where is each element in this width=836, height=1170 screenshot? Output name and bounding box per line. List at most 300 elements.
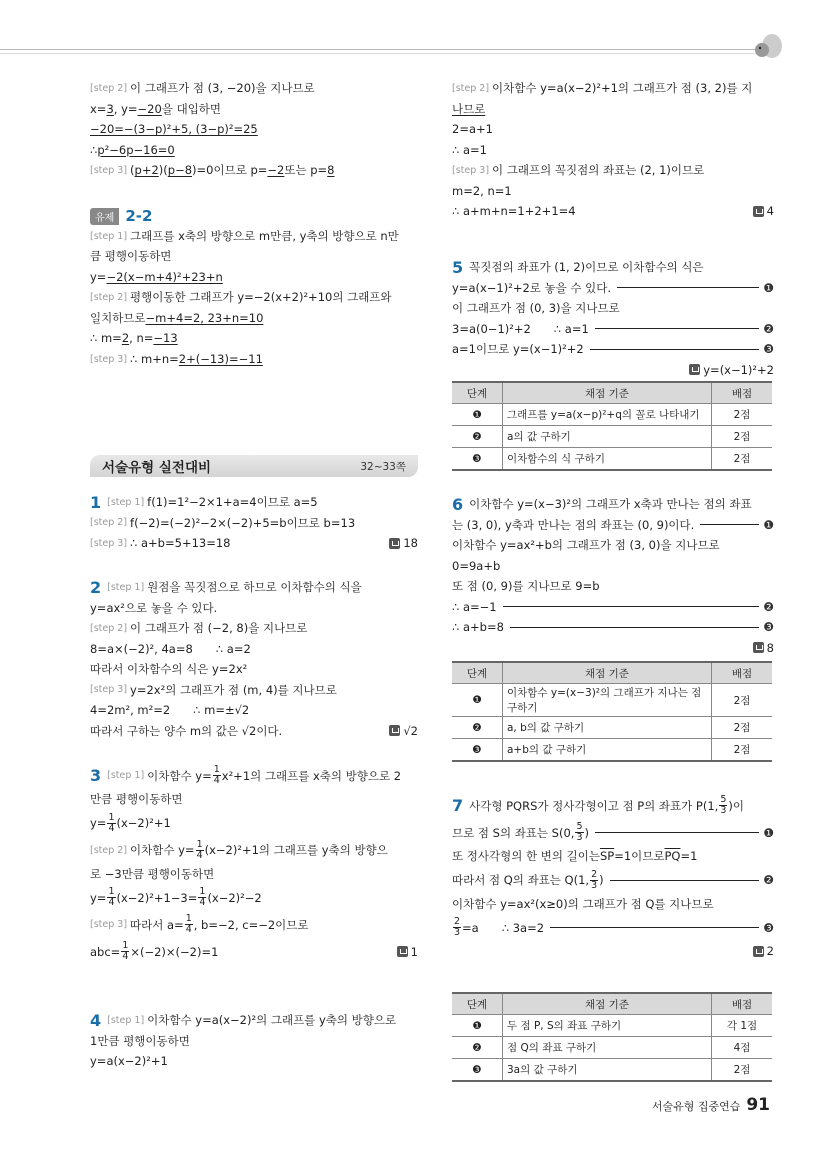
- underlined-text: −2(x−m+4)²+23+n: [106, 269, 223, 284]
- step-cell: ❸: [452, 1059, 503, 1082]
- text-line: [452, 278, 774, 299]
- criteria-cell: 두 점 P, S의 좌표 구하기: [503, 1015, 712, 1037]
- text: abc=: [90, 944, 121, 959]
- points-cell: 2점: [712, 404, 773, 426]
- text-line: [452, 867, 774, 894]
- problem-number: 6: [452, 494, 464, 514]
- fraction: [107, 813, 115, 834]
- text: 큼 평행이동하면: [90, 249, 172, 263]
- answer-icon: [753, 946, 764, 957]
- leader-line: [590, 349, 760, 350]
- text: y=: [90, 816, 107, 830]
- underlined-text: 나므로: [452, 101, 486, 116]
- denominator: 3: [576, 832, 583, 843]
- text-line: [90, 349, 418, 370]
- criteria-cell: a+b의 값 구하기: [503, 739, 712, 762]
- criteria-cell: 이차함수 y=(x−3)²의 그래프가 지나는 점 구하기: [503, 684, 712, 717]
- text: y=a(x−1)²+2로 놓을 수 있다.: [452, 280, 612, 295]
- underlined-text: p−8: [167, 163, 193, 178]
- step-label: [step 2]: [90, 517, 128, 529]
- problem-4: [90, 1010, 418, 1072]
- fraction: [198, 887, 206, 908]
- text: , y=: [113, 101, 138, 116]
- text: ∴: [90, 142, 98, 157]
- top-rule-inner: [0, 53, 760, 54]
- text: =a ∴ 3a=2: [462, 920, 545, 935]
- points-cell: 2점: [712, 684, 773, 717]
- points-cell: 2점: [712, 448, 773, 471]
- answer-icon: [389, 538, 400, 549]
- text: 로 −3만큼 평행이동하면: [90, 866, 215, 881]
- text: f(1)=1²−2×1+a=4이므로 a=5: [147, 495, 318, 510]
- underlined-text: p+2: [134, 163, 159, 178]
- underlined-text: 2: [121, 331, 130, 345]
- text: 또 정사각형의 한 변의 길이는: [452, 849, 600, 864]
- text: 이 그래프가 점 (−2, 8)을 지나므로: [130, 621, 308, 636]
- answer: [389, 536, 418, 550]
- text-line: [452, 792, 774, 819]
- table-header-row: [452, 993, 772, 1015]
- text: m=2, n=1: [452, 183, 512, 198]
- leader-line: [595, 832, 759, 833]
- leader-line: [700, 524, 759, 525]
- points-cell: 각 1점: [712, 1015, 773, 1037]
- text: y=: [90, 269, 107, 284]
- step-marker: ❷: [763, 873, 774, 887]
- text-line: [452, 360, 774, 381]
- text: 따라서 이차함수의 식은 y=2x²: [90, 662, 248, 677]
- denominator: 3: [454, 927, 461, 938]
- numerator: 1: [185, 913, 192, 924]
- fraction: [575, 822, 583, 843]
- leader-line: [510, 627, 759, 628]
- problem-number: 4: [90, 1010, 102, 1030]
- table-header-row: [452, 382, 772, 404]
- yuje-header: [90, 206, 418, 226]
- text: 3=a(0−1)²+2 ∴ a=1: [452, 321, 589, 336]
- leader-line: [617, 287, 759, 288]
- text-line: [452, 140, 774, 161]
- text-line: [452, 914, 774, 941]
- answer-icon: [689, 364, 700, 375]
- text: ∴ a+b=5+13=18: [130, 536, 231, 551]
- text-line: [452, 494, 774, 515]
- text-line: [90, 99, 418, 120]
- text-line: [90, 810, 418, 837]
- answer-icon: [753, 642, 764, 653]
- text: ∴ a=1: [452, 142, 487, 157]
- step-label: [step 2]: [90, 844, 128, 856]
- text-line: [90, 911, 418, 938]
- text-line: [90, 762, 418, 789]
- answer: [753, 944, 774, 958]
- step-marker: ❸: [763, 342, 774, 357]
- text: 원점을 꼭짓점으로 하므로 이차함수의 식을: [147, 580, 362, 595]
- step-cell: ❸: [452, 739, 503, 762]
- text-line: [90, 247, 418, 268]
- criteria-cell: 3a의 값 구하기: [503, 1059, 712, 1082]
- problem-1: [90, 492, 418, 554]
- fraction: [121, 941, 129, 962]
- problem-number: 5: [452, 257, 464, 277]
- answer-value: 2: [766, 944, 774, 959]
- text: ): [599, 873, 604, 887]
- text: y=a(x−2)²+1: [90, 1054, 168, 1069]
- column-header: 단계: [452, 662, 503, 684]
- text-line: [90, 1031, 418, 1052]
- scoring-table-7: [452, 992, 772, 1082]
- step-label: [step 1]: [107, 770, 145, 781]
- text-line: [452, 894, 774, 915]
- problem-number: 7: [452, 796, 464, 815]
- text: (x−2)²+1의 그래프를 y축의 방향으: [204, 843, 388, 857]
- text-line: [452, 99, 774, 120]
- answer-value: 18: [403, 536, 418, 551]
- text-line: [90, 119, 418, 140]
- step-marker: ❷: [763, 599, 774, 614]
- step-label: [step 1]: [107, 496, 145, 508]
- text: 꼭짓점의 좌표가 (1, 2)이므로 이차함수의 식은: [469, 260, 704, 275]
- column-header: 단계: [452, 993, 503, 1015]
- underlined-text: 2+(−13)=−11: [178, 351, 263, 366]
- step-label: [step 2]: [90, 292, 128, 303]
- yuje-block: [90, 206, 418, 370]
- problem-6: [452, 494, 774, 658]
- yuje-number: 2-2: [125, 207, 153, 225]
- text-line: [90, 1051, 418, 1072]
- problem-number: 3: [90, 766, 102, 785]
- text: f(−2)=(−2)²−2×(−2)+5=b이므로 b=13: [130, 515, 356, 530]
- criteria-cell: 그래프를 y=a(x−p)²+q의 꼴로 나타내기: [503, 404, 712, 426]
- text: 므로 점 S의 좌표는 S(0,: [452, 825, 575, 840]
- answer: [397, 945, 418, 959]
- text: ∴ a+m+n=1+2+1=4: [452, 204, 576, 219]
- text-line: [90, 680, 418, 701]
- denominator: 4: [108, 897, 115, 908]
- text: 이 그래프의 꼭짓점의 좌표는 (2, 1)이므로: [492, 163, 705, 178]
- text: 사각형 PQRS가 정사각형이고 점 P의 좌표가 P(1,: [469, 798, 719, 813]
- column-header: 배점: [712, 993, 773, 1015]
- step-label: [step 2]: [452, 82, 490, 94]
- text-line: [90, 288, 418, 309]
- step-cell: ❶: [452, 404, 503, 426]
- text-line: [452, 819, 774, 846]
- points-cell: 2점: [712, 739, 773, 762]
- text-line: [452, 257, 774, 278]
- text: 이 그래프가 점 (3, −20)을 지나므로: [130, 81, 315, 96]
- text: 이차함수 y=: [147, 768, 212, 783]
- text-line: [90, 938, 418, 965]
- problem-5: [452, 257, 774, 380]
- underlined-text: −m+4=2, 23+n=10: [145, 310, 264, 325]
- text: y=: [90, 890, 107, 905]
- numerator: 1: [122, 940, 129, 951]
- points-cell: 2점: [712, 426, 773, 448]
- text: 이차함수 y=ax²+b의 그래프가 점 (3, 0)을 지나므로: [452, 538, 720, 553]
- yuje-lines: [90, 226, 418, 370]
- answer: [753, 204, 774, 218]
- fraction: [453, 917, 461, 938]
- text-line: [452, 846, 774, 867]
- step-label: [step 3]: [90, 919, 128, 930]
- text: 이차함수 y=a(x−2)²+1의 그래프가 점 (3, 2)를 지: [492, 81, 753, 96]
- criteria-cell: 이차함수의 식 구하기: [503, 448, 712, 471]
- denominator: 3: [591, 879, 598, 891]
- fraction: [185, 914, 193, 935]
- text: 이차함수 y=a(x−2)²의 그래프를 y축의 방향으로: [147, 1013, 397, 1028]
- leader-line: [503, 606, 760, 607]
- table-row: [452, 1037, 772, 1059]
- numerator: 5: [576, 821, 583, 832]
- step-label: [step 1]: [107, 1014, 145, 1026]
- step-label: [step 3]: [90, 537, 128, 549]
- text: ∴ a+b=8: [452, 620, 504, 635]
- text: x=: [90, 101, 107, 116]
- leader-line: [550, 927, 759, 928]
- denominator: 4: [185, 924, 192, 935]
- text: ×(−2)×(−2)=1: [130, 944, 219, 959]
- text: y=2x²의 그래프가 점 (m, 4)를 지나므로: [130, 682, 337, 697]
- fraction: [719, 795, 727, 816]
- text: , b=−2, c=−2이므로: [193, 917, 309, 932]
- text-line: [90, 513, 418, 534]
- text: 또는 p=: [284, 163, 328, 178]
- step-cell: ❷: [452, 717, 503, 739]
- step-label: [step 3]: [90, 164, 128, 176]
- text-line: [452, 119, 774, 140]
- table-header-row: [452, 662, 772, 684]
- criteria-cell: a, b의 값 구하기: [503, 717, 712, 739]
- numerator: 1: [199, 886, 206, 897]
- underlined-text: 3: [106, 101, 114, 116]
- step-label: [step 1]: [90, 230, 128, 242]
- underlined-text: −20: [137, 101, 162, 116]
- text-line: [90, 837, 418, 864]
- column-header: 채점 기준: [503, 993, 712, 1015]
- text-line: [90, 618, 418, 639]
- text-line: [90, 226, 418, 247]
- fraction: [107, 887, 115, 908]
- denominator: 4: [108, 822, 115, 834]
- text-line: [90, 1010, 418, 1031]
- text: 그래프를 x축의 방향으로 m만큼, y축의 방향으로 n만: [130, 228, 399, 243]
- text-line: [452, 535, 774, 556]
- text: 따라서 구하는 양수 m의 값은 √2이다.: [90, 723, 283, 738]
- section-header: [90, 455, 418, 477]
- text-line: [452, 576, 774, 597]
- text: (x−2)²−2: [207, 890, 262, 905]
- underlined-text: p²−6p−16=0: [97, 142, 175, 157]
- text-line: [90, 884, 418, 911]
- text: 평행이동한 그래프가 y=−2(x+2)²+10의 그래프와: [130, 290, 392, 304]
- underlined-text: −20=−(3−p)²+5, (3−p)²=25: [90, 122, 258, 137]
- underlined-text: −2: [267, 163, 285, 178]
- step-marker: ❸: [763, 920, 774, 935]
- text-line: [452, 160, 774, 181]
- answer-icon: [397, 946, 408, 957]
- text: )이: [728, 798, 744, 813]
- table-row: [452, 739, 772, 762]
- text-line: [90, 267, 418, 288]
- step-cell: ❷: [452, 1037, 503, 1059]
- underlined-text: 8: [327, 163, 335, 178]
- answer-value: y=(x−1)²+2: [703, 362, 774, 377]
- text: ∴ m=: [90, 331, 122, 345]
- text: a=1이므로 y=(x−1)²+2: [452, 342, 584, 357]
- text: x²+1의 그래프를 x축의 방향으로 2: [221, 768, 402, 783]
- step-cell: ❶: [452, 684, 503, 717]
- text-line: [90, 308, 418, 329]
- step-cell: ❶: [452, 1015, 503, 1037]
- table-row: [452, 717, 772, 739]
- numerator: 1: [108, 811, 115, 823]
- scoring-table-6: [452, 661, 772, 762]
- text-line: [452, 597, 774, 618]
- text: 이차함수 y=(x−3)²의 그래프가 x축과 만나는 점의 좌표: [469, 497, 752, 512]
- scoring-table-5: [452, 381, 772, 471]
- step-cell: ❷: [452, 426, 503, 448]
- text-line: [452, 339, 774, 360]
- text: 이차함수 y=ax²(x≥0)의 그래프가 점 Q를 지나므로: [452, 896, 714, 911]
- text-line: [452, 515, 774, 536]
- answer-value: √2: [403, 723, 418, 738]
- table-row: [452, 404, 772, 426]
- answer-value: 4: [766, 204, 774, 219]
- criteria-cell: 점 Q의 좌표 구하기: [503, 1037, 712, 1059]
- yuje-badge: 유제: [90, 208, 119, 225]
- text-line: [452, 78, 774, 99]
- text: 따라서 점 Q의 좌표는 Q(1,: [452, 873, 590, 887]
- column-header: 채점 기준: [503, 382, 712, 404]
- section-title: 서술유형 실전대비: [102, 460, 212, 476]
- text: 0=9a+b: [452, 558, 501, 573]
- text: 2=a+1: [452, 122, 493, 137]
- footer-section: 서술유형 집중연습: [651, 1100, 741, 1113]
- answer: [689, 363, 774, 377]
- text: ): [584, 825, 589, 840]
- answer-icon: [389, 725, 400, 736]
- step-marker: ❶: [763, 280, 774, 295]
- text: =1이므로: [614, 849, 665, 864]
- text-line: [90, 721, 418, 742]
- numerator: 1: [108, 886, 115, 897]
- text: 8=a×(−2)², 4a=8 ∴ a=2: [90, 641, 251, 656]
- leader-line: [610, 880, 760, 881]
- step-marker: ❶: [763, 517, 774, 532]
- text-line: [90, 329, 418, 350]
- numerator: 2: [454, 916, 461, 927]
- answer: [753, 641, 774, 655]
- table-row: [452, 426, 772, 448]
- text: =1: [680, 849, 698, 864]
- numerator: 1: [196, 838, 203, 850]
- table-row: [452, 448, 772, 471]
- numerator: 5: [720, 794, 727, 805]
- points-cell: 4점: [712, 1037, 773, 1059]
- text: 따라서 a=: [130, 917, 184, 932]
- fraction: [196, 840, 204, 861]
- text: 는 (3, 0), y축과 만나는 점의 좌표는 (0, 9)이다.: [452, 517, 695, 532]
- text: (x−2)²+1−3=: [116, 890, 198, 905]
- page-number: 91: [746, 1095, 770, 1115]
- leader-line: [595, 328, 759, 329]
- fraction: [213, 765, 221, 786]
- text: 1만큼 평행이동하면: [90, 1033, 190, 1048]
- squirrel-mascot-icon: [752, 32, 784, 62]
- text-line: [90, 864, 418, 885]
- text-line: [90, 789, 418, 810]
- problem-4-continued: [452, 78, 774, 222]
- answer-value: 1: [410, 944, 418, 959]
- criteria-cell: a의 값 구하기: [503, 426, 712, 448]
- table-row: [452, 1015, 772, 1037]
- table-row: [452, 684, 772, 717]
- text: 이차함수 y=: [130, 843, 195, 857]
- top-rule: [0, 49, 760, 50]
- fraction: [590, 870, 598, 891]
- answer-value: 8: [766, 640, 774, 655]
- text: 을 대입하면: [161, 101, 222, 116]
- text: y=ax²으로 놓을 수 있다.: [90, 600, 218, 615]
- page-footer: [652, 1095, 770, 1115]
- text: , n=: [129, 331, 154, 345]
- text: )=0이므로 p=: [192, 163, 268, 178]
- step-label: [step 1]: [107, 581, 145, 593]
- text-line: [90, 78, 418, 99]
- text: ∴ m+n=: [130, 351, 179, 366]
- text: 만큼 평행이동하면: [90, 792, 183, 807]
- denominator: 4: [199, 897, 206, 908]
- text-line: [90, 577, 418, 598]
- step-marker: ❸: [763, 620, 774, 635]
- column-header: 단계: [452, 382, 503, 404]
- problem-7: [452, 792, 774, 962]
- text-line: [452, 298, 774, 319]
- solution-block: [90, 78, 418, 181]
- step-label: [step 3]: [452, 164, 490, 176]
- text: ∴ a=−1: [452, 599, 497, 614]
- points-cell: 2점: [712, 1059, 773, 1082]
- column-header: 채점 기준: [503, 662, 712, 684]
- table-row: [452, 1059, 772, 1082]
- numerator: 2: [591, 868, 598, 880]
- denominator: 4: [196, 849, 203, 861]
- problem-3: [90, 762, 418, 965]
- text-line: [452, 617, 774, 638]
- text-line: [90, 140, 418, 161]
- points-cell: 2점: [712, 717, 773, 739]
- text: 이 그래프가 점 (0, 3)을 지나므로: [452, 301, 620, 316]
- problem-number: 2: [90, 577, 102, 597]
- step-cell: ❸: [452, 448, 503, 471]
- text-line: [90, 700, 418, 721]
- text: 또 점 (0, 9)를 지나므로 9=b: [452, 579, 600, 594]
- column-header: 배점: [712, 662, 773, 684]
- text-line: [452, 201, 774, 222]
- text-line: [90, 533, 418, 554]
- section-pages: 32~33쪽: [360, 460, 406, 473]
- text-line: [452, 638, 774, 659]
- denominator: 4: [213, 775, 220, 786]
- step-label: [step 2]: [90, 622, 128, 634]
- text: )(: [158, 163, 168, 178]
- underlined-text: −13: [153, 331, 178, 345]
- denominator: 3: [720, 805, 727, 816]
- text: 일치하므로: [90, 310, 146, 325]
- step-label: [step 2]: [90, 82, 128, 94]
- text-line: [90, 639, 418, 660]
- text: 4=2m², m²=2 ∴ m=±√2: [90, 703, 250, 718]
